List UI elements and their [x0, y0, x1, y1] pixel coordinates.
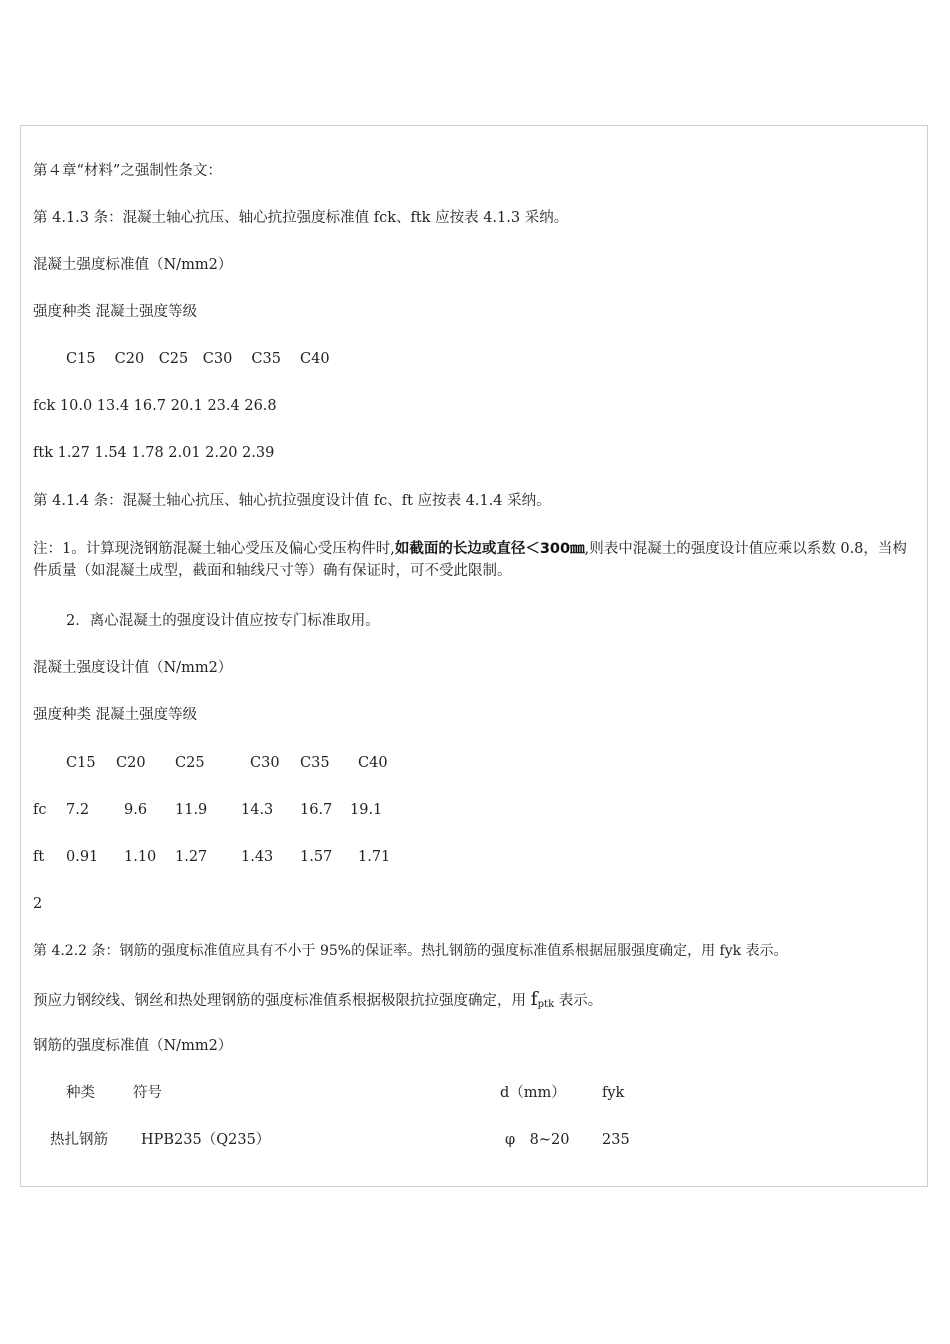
- fc-cell: 14.3: [241, 802, 274, 818]
- clause-4-2-2: 第 4.2.2 条：钢筋的强度标准值应具有不小于 95%的保证率。热扎钢筋的强度标准值系根据屈服强度确定，用 fyk 表示。: [33, 943, 788, 959]
- chapter-heading: 第４章“材料”之强制性条文：: [33, 163, 222, 179]
- prestress-subscript: ptk: [537, 999, 555, 1010]
- fc-cell: 19.1: [350, 802, 383, 818]
- grade-cell: C30: [250, 755, 280, 771]
- ft-cell: 1.43: [241, 849, 274, 865]
- ft-cell: 1.71: [358, 849, 391, 865]
- page-number: 2: [33, 896, 43, 912]
- table-title-standard: 混凝土强度标准值（N/mm2）: [33, 257, 233, 273]
- grade-cell: C15: [66, 755, 96, 771]
- clause-4-1-3: 第 4.1.3 条：混凝土轴心抗压、轴心抗拉强度标准值 fck、ftk 应按表 4.1.3 采纳。: [33, 210, 569, 226]
- prestress-text-b: 表示。: [554, 993, 603, 1009]
- grade-row: C15 C20 C25 C30 C35 C40: [66, 351, 330, 367]
- document-frame: [20, 125, 928, 1187]
- steel-row-fyk: 235: [602, 1132, 630, 1148]
- prestress-text-a: 预应力钢绞线、钢丝和热处理钢筋的强度标准值系根据极限抗拉强度确定，用: [33, 993, 531, 1009]
- steel-row-diameter: φ 8~20: [505, 1132, 570, 1148]
- steel-row-type: 热扎钢筋: [50, 1132, 108, 1148]
- fc-cell: 11.9: [175, 802, 208, 818]
- table-title-design: 混凝土强度设计值（N/mm2）: [33, 660, 233, 676]
- grade-cell: C35: [300, 755, 330, 771]
- ft-cell: 0.91: [66, 849, 99, 865]
- steel-header-type: 种类: [66, 1085, 95, 1101]
- note-1-text-b: ,则表中混凝土的强度设计值应乘以系数 0.8，当构件质量（如混凝土成型，截面和轴线尺寸等）确有保证时，可不受此限制。: [33, 541, 907, 579]
- fc-cell: 7.2: [66, 802, 90, 818]
- ft-cell: 1.57: [300, 849, 333, 865]
- design-table-header-row: 强度种类 混凝土强度等级: [33, 707, 198, 723]
- table-header-row: 强度种类 混凝土强度等级: [33, 304, 198, 320]
- steel-table-title: 钢筋的强度标准值（N/mm2）: [33, 1038, 233, 1054]
- ftk-row: ftk 1.27 1.54 1.78 2.01 2.20 2.39: [33, 445, 275, 461]
- steel-header-symbol: 符号: [133, 1085, 162, 1101]
- steel-header-diameter: d（mm）: [500, 1085, 566, 1101]
- note-2: 2．离心混凝土的强度设计值应按专门标准取用。: [66, 613, 380, 629]
- note-1: [33, 538, 913, 582]
- steel-header-fyk: fyk: [602, 1085, 625, 1101]
- clause-4-1-4: 第 4.1.4 条：混凝土轴心抗压、轴心抗拉强度设计值 fc、ft 应按表 4.1.4 采纳。: [33, 493, 551, 509]
- fc-cell: 16.7: [300, 802, 333, 818]
- fc-cell: 9.6: [124, 802, 148, 818]
- grade-cell: C40: [358, 755, 388, 771]
- note-1-bold: 如截面的长边或直径＜300㎜: [394, 541, 585, 557]
- ft-cell: 1.27: [175, 849, 208, 865]
- grade-cell: C25: [175, 755, 205, 771]
- prestress-symbol: f: [530, 988, 538, 1010]
- steel-row-symbol: HPB235（Q235）: [141, 1132, 271, 1148]
- fck-row: fck 10.0 13.4 16.7 20.1 23.4 26.8: [33, 398, 277, 414]
- fc-label: fc: [33, 802, 47, 818]
- prestress-line: [33, 988, 602, 1016]
- note-1-text-a: 注：1。计算现浇钢筋混凝土轴心受压及偏心受压构件时,: [33, 541, 395, 557]
- grade-cell: C20: [116, 755, 146, 771]
- ft-label: ft: [33, 849, 45, 865]
- ft-cell: 1.10: [124, 849, 157, 865]
